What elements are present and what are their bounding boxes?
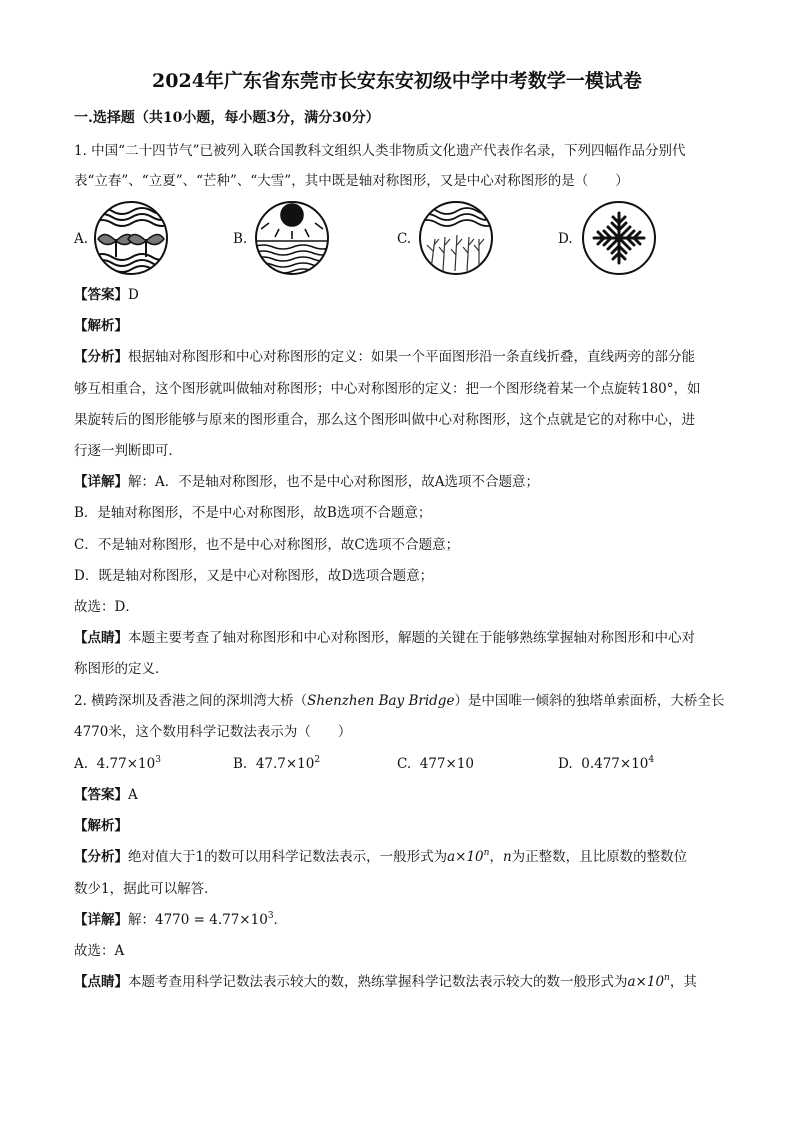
lixia-figure [253,199,331,277]
q1-dianjing-line1: 【点睛】本题主要考查了轴对称图形和中心对称图形，解题的关键在于能够熟练掌握轴对称图形和中心对 [74,630,695,646]
q1-detail-line2: B．是轴对称图形，不是中心对称图形，故B选项不合题意； [74,505,432,521]
mangzhong-figure [417,199,495,277]
page-title: 2024年广东省东莞市长安东安初级中学中考数学一模试卷 [152,70,642,92]
q1-stem-line2: 表“立春”、“立夏”、“芒种”、“大雪”，其中既是轴对称图形，又是中心对称图形的是（ ） [74,173,629,189]
daxue-figure [580,199,658,277]
q1-option-b-label: B. [233,231,248,247]
lichun-figure [92,199,170,277]
q2-choose: 故选：A [74,943,125,959]
q1-detail-line3: C．不是轴对称图形，也不是中心对称图形，故C选项不合题意； [74,537,460,553]
q1-detail-line4: D．既是轴对称图形，又是中心对称图形，故D选项合题意； [74,568,434,584]
q1-answer: 【答案】D [74,287,139,303]
q2-option-c: C. 477×10 [397,756,474,772]
q1-fenxi-line1: 【分析】根据轴对称图形和中心对称图形的定义：如果一个平面图形沿一条直线折叠，直线两旁的部分能 [74,349,695,365]
q1-option-d-label: D. [558,231,573,247]
q1-analysis-label: 【解析】 [74,318,128,334]
q1-dianjing-line2: 称图形的定义． [74,661,169,677]
q1-option-c-label: C. [397,231,412,247]
q2-dianjing: 【点睛】本题考查用科学记数法表示较大的数，熟练掌握科学记数法表示较大的数一般形式为$a\times 10^n$，其 [74,973,697,990]
q2-detail: 【详解】解：$4770 = 4.77\times 10^3$． [74,911,288,928]
q2-option-a: A. $4.77\times 10^3$ [74,755,161,772]
q2-option-d: D. $0.477\times 10^4$ [558,755,655,772]
q1-detail-line1: 【详解】解：A．不是轴对称图形，也不是中心对称图形，故A选项不合题意； [74,474,539,490]
q2-fenxi-line2: 数少1，据此可以解答． [74,881,218,897]
q2-stem-line1: 2. 横跨深圳及香港之间的深圳湾大桥（Shenzhen Bay Bridge）是中国唯一倾斜的独塔单索面桥，大桥全长 [74,693,725,709]
q2-answer: 【答案】A [74,787,138,803]
q1-option-a-label: A. [74,231,89,247]
q1-fenxi-line3: 果旋转后的图形能够与原来的图形重合，那么这个图形叫做中心对称图形，这个点就是它的对称中心，进 [74,412,695,428]
q1-fenxi-line4: 行逐一判断即可． [74,443,182,459]
q2-option-b: B. $47.7\times 10^2$ [233,755,321,772]
q2-stem-line2: 4770米，这个数用科学记数法表示为（ ） [74,724,352,740]
q2-analysis-label: 【解析】 [74,818,128,834]
q2-fenxi-line1: 【分析】绝对值大于1的数可以用科学记数法表示，一般形式为$a\times 10^n$，n为正整数，且比原数的整数位 [74,848,688,865]
q1-choose: 故选：D． [74,599,139,615]
q1-stem-line1: 1. 中国“二十四节气”已被列入联合国教科文组织人类非物质文化遗产代表作名录，下列四幅作品分别代 [74,143,686,159]
section-heading: 一.选择题（共10小题，每小题3分，满分30分） [74,110,380,126]
q1-fenxi-line2: 够互相重合，这个图形就叫做轴对称图形；中心对称图形的定义：把一个图形绕着某一个点旋转180°，如 [74,381,701,397]
